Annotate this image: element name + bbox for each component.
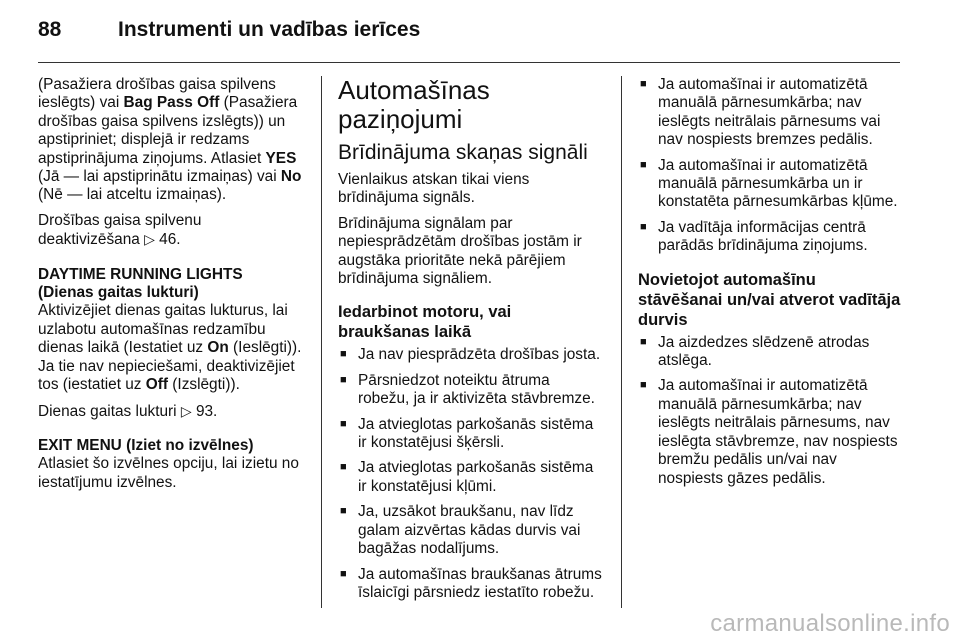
drl-ref: Dienas gaitas lukturi ▷ 93. bbox=[38, 402, 218, 420]
bullet-list bbox=[338, 346, 604, 602]
column-left bbox=[38, 76, 304, 499]
drl-text: Aktivizējiet dienas gaitas lukturus, lai uzlabotu automašīnas redzamību dienas laikā (Iestatiet uz On (Ieslēgti)). Ja tie nav nepieciešami, deaktivizējiet tos (iestatiet uz Off (Izslēgti)). bbox=[38, 302, 302, 394]
chapter-heading: Automašīnas paziņojumi bbox=[338, 75, 490, 134]
list-item: ■ Ja automašīnai ir automatizētā manuālā pārnesumkārba; nav ieslēgts neitrālais pārnesums, nav ieslēgta stāvbremze, nav nospiests bremžu pedālis un/vai nav nospiests gāzes pedālis. bbox=[638, 377, 904, 487]
column-divider bbox=[321, 76, 322, 608]
page-header bbox=[38, 18, 420, 48]
list-item: ■ Pārsniedzot noteiktu ātruma robežu, ja ir aktivizēta stāvbremze. bbox=[338, 372, 604, 409]
bullet-list bbox=[638, 76, 904, 256]
section-daytime-running-lights bbox=[38, 266, 304, 421]
page-reference-icon: ▷ bbox=[144, 231, 155, 248]
column-divider bbox=[621, 76, 622, 608]
paragraph-airbag-confirm: (Pasažiera drošības gaisa spilvens ieslēgts) vai Bag Pass Off (Pasažiera drošības gaisa spilvens izslēgts)) un apstipriniet; displejā ir redzams apstiprinājuma ziņojums. Atlasiet YES (Jā — lai apstiprinātu izmaiņas) vai No (Nē — lai atceltu izmaiņas). bbox=[38, 76, 302, 204]
list-item: ■ Ja vadītāja informācijas centrā parādās brīdinājuma ziņojums. bbox=[638, 219, 904, 256]
page-number: 88 bbox=[38, 18, 62, 41]
section-exit-menu bbox=[38, 437, 304, 492]
list-item: ■ Ja automašīnai ir automatizētā manuālā pārnesumkārba un ir konstatēta pārnesumkārbas kļūme. bbox=[638, 157, 904, 212]
subsection-heading: Novietojot automašīnu stāvēšanai un/vai atverot vadītāja durvis bbox=[638, 270, 901, 329]
list-item: ■ Ja atvieglotas parkošanās sistēma ir konstatējusi šķērsli. bbox=[338, 416, 604, 453]
subsection-heading: Iedarbinot motoru, vai braukšanas laikā bbox=[338, 303, 512, 342]
bullet-list bbox=[638, 334, 904, 488]
column-middle bbox=[338, 76, 604, 609]
exit-heading: EXIT MENU (Iziet no izvēlnes) bbox=[38, 436, 254, 454]
page-title: Instrumenti un vadības ierīces bbox=[118, 18, 421, 41]
list-item: ■ Ja atvieglotas parkošanās sistēma ir konstatējusi kļūmi. bbox=[338, 459, 604, 496]
header-rule bbox=[38, 62, 900, 63]
list-item: ■ Ja aizdedzes slēdzenē atrodas atslēga. bbox=[638, 334, 904, 371]
page-reference-icon: ▷ bbox=[180, 402, 192, 419]
section-heading: Brīdinājuma skaņas signāli bbox=[338, 141, 588, 164]
list-item: ■ Ja nav piesprādzēta drošības josta. bbox=[338, 346, 604, 364]
list-item: ■ Ja automašīnas braukšanas ātrums īslaicīgi pārsniedz iestatīto robežu. bbox=[338, 566, 604, 603]
paragraph: Brīdinājuma signālam par nepiesprādzētām drošības jostām ir augstāka prioritāte nekā pārējiem brīdinājuma signāliem. bbox=[338, 214, 582, 288]
drl-heading: DAYTIME RUNNING LIGHTS bbox=[38, 265, 243, 283]
page-reference[interactable]: 93. bbox=[195, 402, 218, 420]
drl-subheading: (Dienas gaitas lukturi) bbox=[38, 284, 199, 302]
paragraph-airbag-ref: Drošības gaisa spilvenu deaktivizēšana ▷ 46. bbox=[38, 211, 202, 249]
column-right bbox=[638, 76, 904, 495]
exit-text: Atlasiet šo izvēlnes opciju, lai izietu no iestatījumu izvēlnes. bbox=[38, 455, 299, 491]
list-item: ■ Ja, uzsākot braukšanu, nav līdz galam aizvērtas kādas durvis vai bagāžas nodalījums. bbox=[338, 503, 604, 558]
watermark: carmanualsonline.info bbox=[710, 610, 950, 637]
list-item: ■ Ja automašīnai ir automatizētā manuālā pārnesumkārba; nav ieslēgts neitrālais pārnesums vai nav nospiests bremzes pedālis. bbox=[638, 76, 904, 150]
page-reference[interactable]: 46. bbox=[159, 231, 181, 249]
paragraph: Vienlaikus atskan tikai viens brīdinājuma signāls. bbox=[338, 171, 530, 207]
